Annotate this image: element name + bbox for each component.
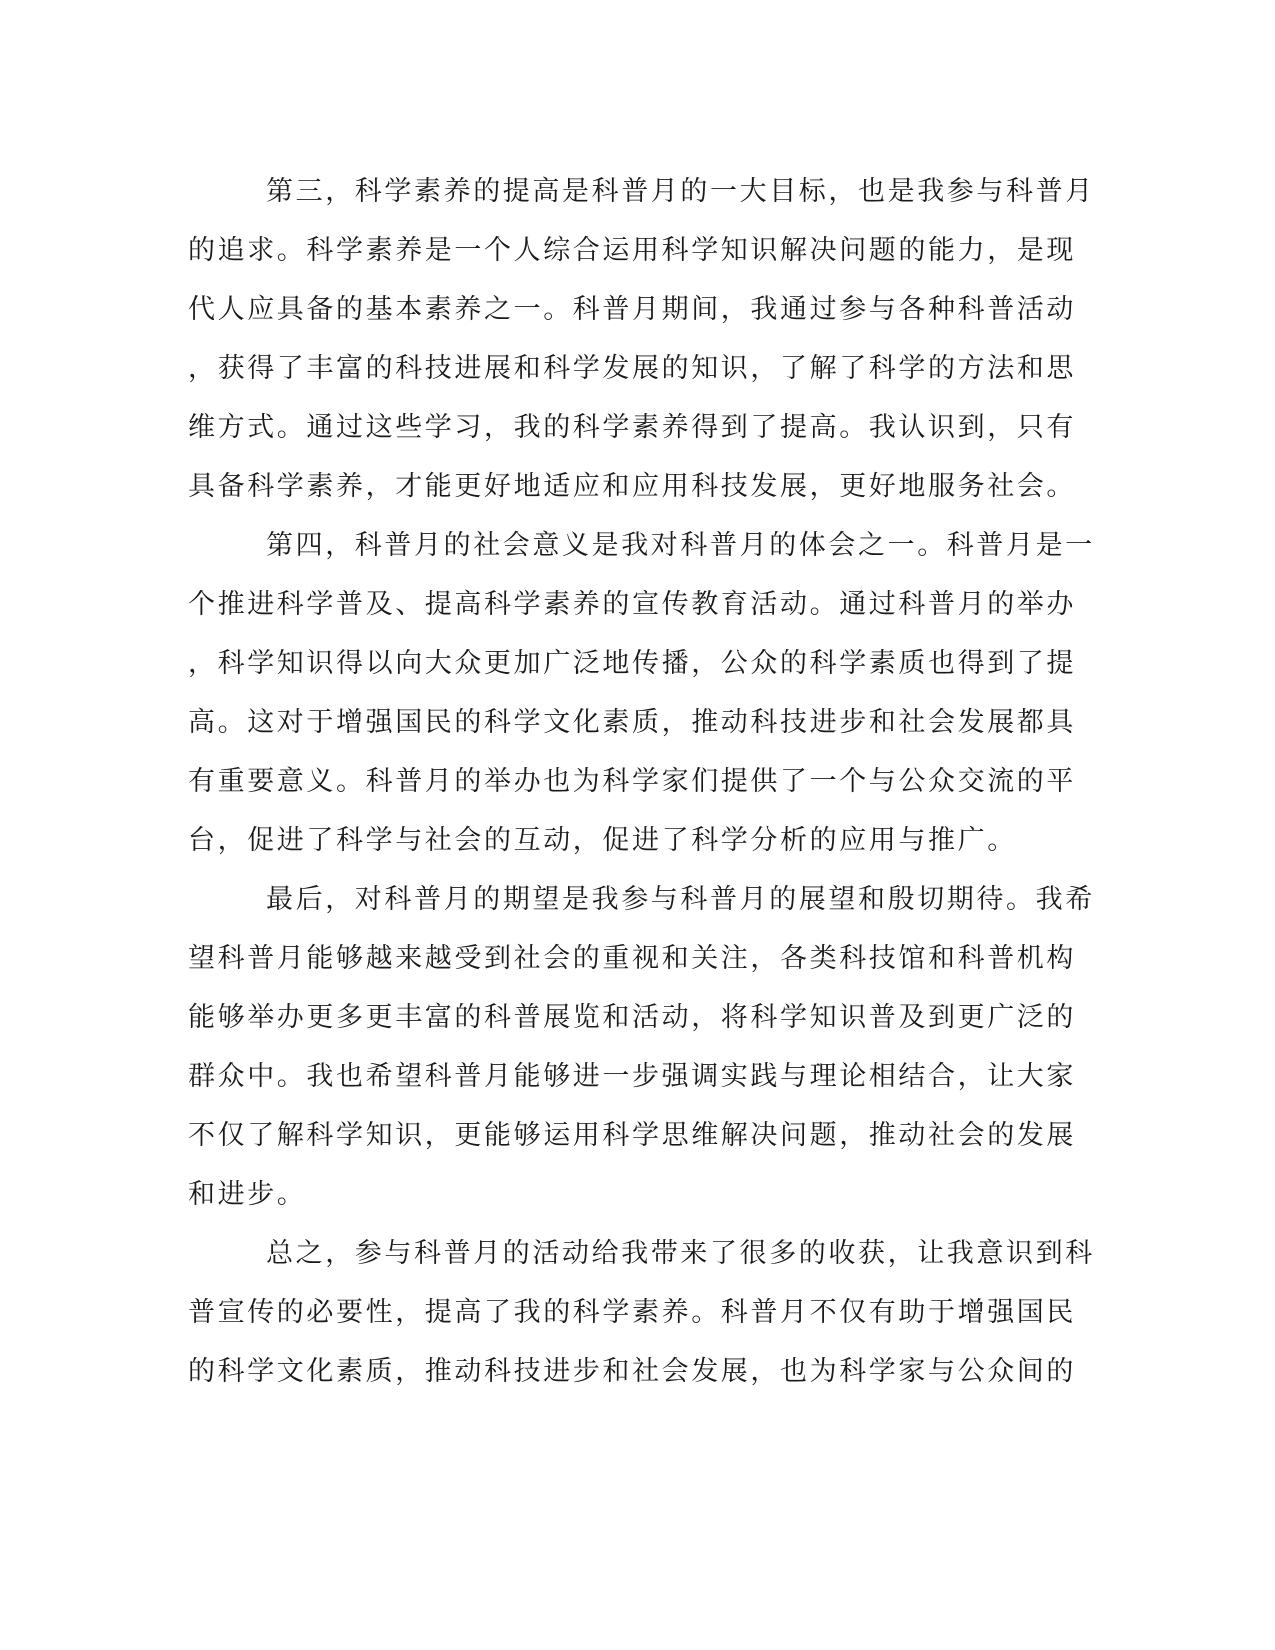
text-line: 代人应具备的基本素养之一。科普月期间，我通过参与各种科普活动	[188, 294, 1076, 325]
text-line: 具备科学素养，才能更好地适应和应用科技发展，更好地服务社会。	[188, 471, 1076, 502]
text-line: 台，促进了科学与社会的互动，促进了科学分析的应用与推广。	[188, 825, 1017, 856]
document-body	[188, 162, 1095, 1401]
text-line: 的科学文化素质，推动科技进步和社会发展，也为科学家与公众间的	[188, 1356, 1076, 1387]
text-line: ，科学知识得以向大众更加广泛地传播，公众的科学素质也得到了提	[188, 648, 1076, 679]
text-line: 总之，参与科普月的活动给我带来了很多的收获，让我意识到科	[266, 1238, 1095, 1269]
text-line: 能够举办更多更丰富的科普展览和活动，将科学知识普及到更广泛的	[188, 1002, 1076, 1033]
text-line: 最后，对科普月的期望是我参与科普月的展望和殷切期待。我希	[266, 884, 1095, 915]
text-line: 普宣传的必要性，提高了我的科学素养。科普月不仅有助于增强国民	[188, 1297, 1076, 1328]
text-line: 不仅了解科学知识，更能够运用科学思维解决问题，推动社会的发展	[188, 1120, 1076, 1151]
text-line: 第四，科普月的社会意义是我对科普月的体会之一。科普月是一	[266, 530, 1095, 561]
text-line: 和进步。	[188, 1179, 307, 1210]
paragraph-4	[188, 1224, 1095, 1401]
text-line: 第三，科学素养的提高是科普月的一大目标，也是我参与科普月	[266, 176, 1095, 207]
paragraph-2	[188, 516, 1095, 870]
text-line: 个推进科学普及、提高科学素养的宣传教育活动。通过科普月的举办	[188, 589, 1076, 620]
text-line: 维方式。通过这些学习，我的科学素养得到了提高。我认识到，只有	[188, 412, 1076, 443]
text-line: 有重要意义。科普月的举办也为科学家们提供了一个与公众交流的平	[188, 766, 1076, 797]
text-line: ，获得了丰富的科技进展和科学发展的知识，了解了科学的方法和思	[188, 353, 1076, 384]
text-line: 群众中。我也希望科普月能够进一步强调实践与理论相结合，让大家	[188, 1061, 1076, 1092]
text-line: 高。这对于增强国民的科学文化素质，推动科技进步和社会发展都具	[188, 707, 1076, 738]
text-line: 的追求。科学素养是一个人综合运用科学知识解决问题的能力，是现	[188, 235, 1076, 266]
paragraph-1	[188, 162, 1095, 516]
text-line: 望科普月能够越来越受到社会的重视和关注，各类科技馆和科普机构	[188, 943, 1076, 974]
paragraph-3	[188, 870, 1095, 1224]
